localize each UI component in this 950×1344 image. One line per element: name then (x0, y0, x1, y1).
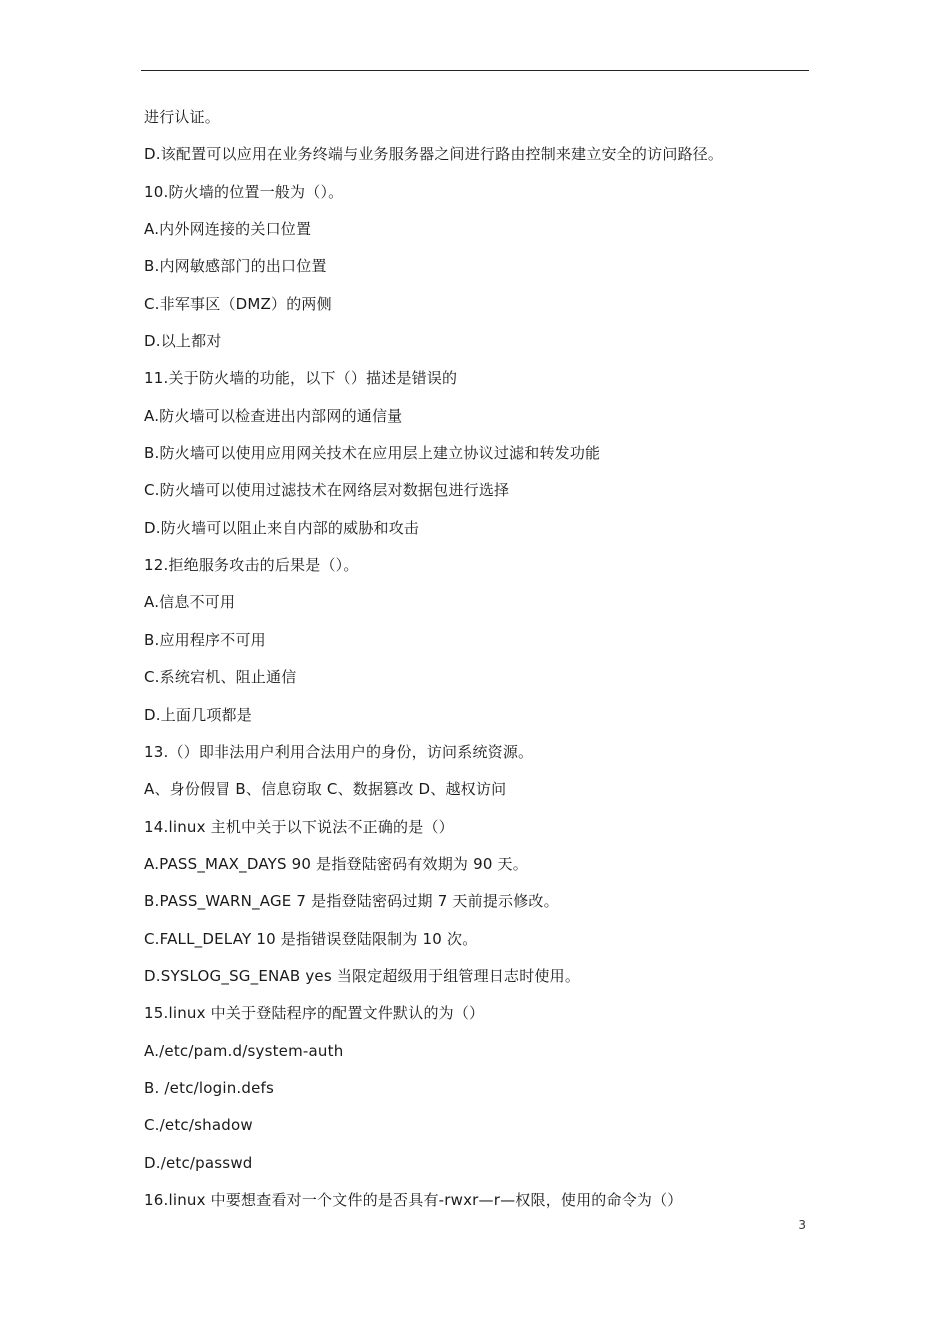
text-line: C.非军事区（DMZ）的两侧 (144, 294, 332, 313)
text-line: 进行认证。 (144, 108, 221, 126)
text-line: A.内外网连接的关口位置 (144, 220, 312, 239)
text-line: A.防火墙可以检查进出内部网的通信量 (144, 406, 403, 425)
text-line: C.防火墙可以使用过滤技术在网络层对数据包进行选择 (144, 481, 510, 500)
text-line: 10.防火墙的位置一般为（）。 (144, 182, 344, 201)
header-rule (141, 70, 809, 71)
text-line: A./etc/pam.d/system-auth (144, 1041, 344, 1060)
text-line: D.防火墙可以阻止来自内部的威胁和攻击 (144, 518, 420, 537)
text-line: A.信息不可用 (144, 593, 236, 612)
text-line: 12.拒绝服务攻击的后果是（）。 (144, 556, 359, 575)
text-line: D.以上都对 (144, 332, 222, 351)
document-body (144, 103, 723, 1223)
text-line: C.FALL_DELAY 10 是指错误登陆限制为 10 次。 (144, 929, 478, 948)
text-line: D.该配置可以应用在业务终端与业务服务器之间进行路由控制来建立安全的访问路径。 (144, 145, 724, 164)
text-line: B. /etc/login.defs (144, 1078, 275, 1097)
text-line: D.上面几项都是 (144, 705, 252, 724)
text-line: 14.linux 主机中关于以下说法不正确的是（） (144, 817, 454, 836)
text-line: B.防火墙可以使用应用网关技术在应用层上建立协议过滤和转发功能 (144, 444, 601, 463)
text-line: 13.（）即非法用户利用合法用户的身份，访问系统资源。 (144, 742, 534, 761)
text-line: A.PASS_MAX_DAYS 90 是指登陆密码有效期为 90 天。 (144, 854, 528, 873)
text-line: D.SYSLOG_SG_ENAB yes 当限定超级用于组管理日志时使用。 (144, 966, 581, 985)
text-line: B.应用程序不可用 (144, 630, 266, 649)
text-line: D./etc/passwd (144, 1153, 253, 1172)
text-line: B.PASS_WARN_AGE 7 是指登陆密码过期 7 天前提示修改。 (144, 892, 559, 911)
text-line: 15.linux 中关于登陆程序的配置文件默认的为（） (144, 1004, 485, 1023)
text-line: B.内网敏感部门的出口位置 (144, 257, 327, 276)
text-line: C./etc/shadow (144, 1116, 253, 1135)
text-line: 11.关于防火墙的功能，以下（）描述是错误的 (144, 369, 458, 388)
text-line: A、身份假冒 B、信息窃取 C、数据篡改 D、越权访问 (144, 780, 507, 799)
text-line: C.系统宕机、阻止通信 (144, 668, 297, 687)
text-line: 16.linux 中要想查看对一个文件的是否具有-rwxr—r—权限，使用的命令为（） (144, 1190, 683, 1209)
page-number: 3 (798, 1218, 806, 1232)
